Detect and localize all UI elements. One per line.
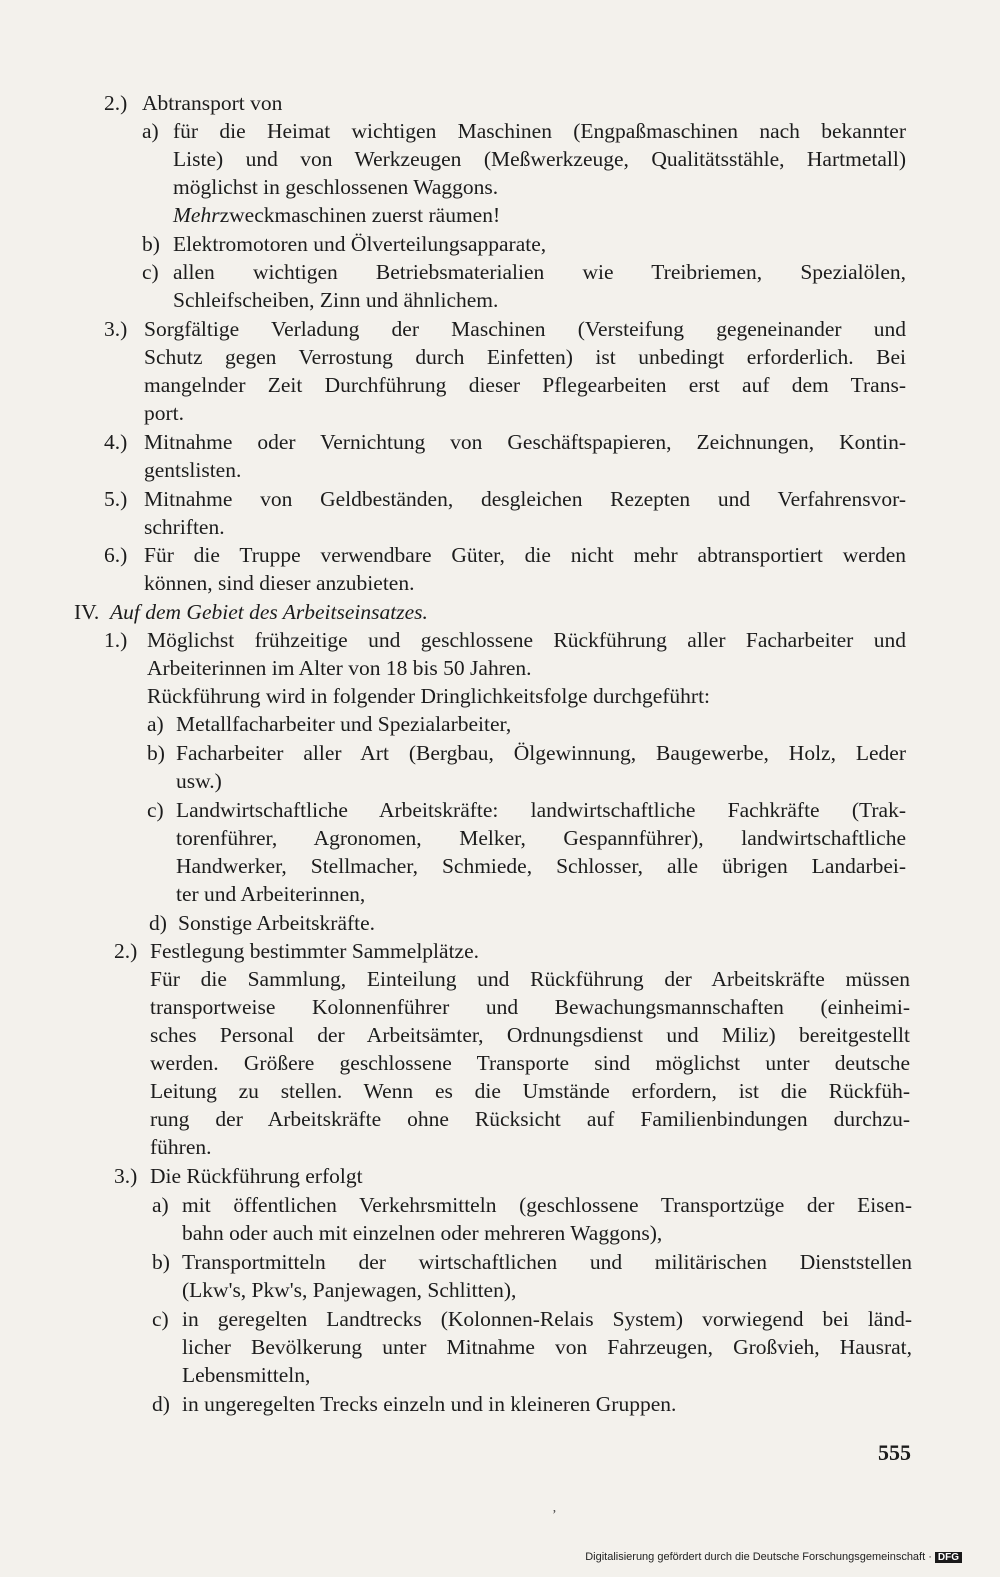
text-line: Für die Sammlung, Einteilung und Rückführung der Arbeitskräfte müssen xyxy=(150,967,910,991)
page-number: 555 xyxy=(878,1440,911,1465)
text-line: Transportmitteln der wirtschaftlichen und militärischen Dienststellen xyxy=(182,1250,912,1274)
text-line: in geregelten Landtrecks (Kolonnen-Relais System) vorwiegend bei länd- xyxy=(182,1307,912,1331)
text-line: Für die Truppe verwendbare Güter, die nicht mehr abtransportiert werden xyxy=(144,543,906,567)
item-letter: c) xyxy=(152,1307,169,1331)
text-line: schriften. xyxy=(144,515,225,539)
item-number: 5.) xyxy=(104,487,128,511)
text-line: (Lkw's, Pkw's, Panjewagen, Schlitten), xyxy=(182,1278,517,1302)
item-letter: a) xyxy=(152,1193,169,1217)
text-line: für die Heimat wichtigen Maschinen (Engpaßmaschinen nach bekannter xyxy=(173,119,906,143)
text-line: Lebensmitteln, xyxy=(182,1363,311,1387)
footer-text: Digitalisierung gefördert durch die Deutsche Forschungsgemeinschaft · xyxy=(585,1551,932,1563)
text-line: gentslisten. xyxy=(144,458,242,482)
text-line: sches Personal der Arbeitsämter, Ordnungsdienst und Miliz) bereitgestellt xyxy=(150,1023,910,1047)
text-line: Facharbeiter aller Art (Bergbau, Ölgewinnung, Baugewerbe, Holz, Leder xyxy=(176,741,906,765)
text-line: Liste) und von Werkzeugen (Meßwerkzeuge, Qualitätsstähle, Hartmetall) xyxy=(173,147,906,171)
text-line: torenführer, Agronomen, Melker, Gespannführer), landwirtschaftliche xyxy=(176,826,906,850)
text-line: Möglichst frühzeitige und geschlossene Rückführung aller Facharbeiter und xyxy=(147,628,906,652)
text-line: rung der Arbeitskräfte ohne Rücksicht auf Familienbindungen durchzu- xyxy=(150,1107,910,1131)
section-number: IV. xyxy=(74,600,100,624)
item-letter: a) xyxy=(142,119,159,143)
item-letter: b) xyxy=(152,1250,170,1274)
text-line: Rückführung wird in folgender Dringlichkeitsfolge durchgeführt: xyxy=(147,684,711,708)
item-letter: a) xyxy=(147,712,164,736)
item-number: 4.) xyxy=(104,430,128,454)
text-line: transportweise Kolonnenführer und Bewachungsmannschaften (einheimi- xyxy=(150,995,910,1019)
text-line: Festlegung bestimmter Sammelplätze. xyxy=(150,939,479,963)
text-fragment: zweckmaschinen zuerst räumen! xyxy=(219,203,501,227)
text-line: allen wichtigen Betriebsmaterialien wie Treibriemen, Spezialölen, xyxy=(173,260,906,284)
text-line: bahn oder auch mit einzelnen oder mehreren Waggons), xyxy=(182,1221,663,1245)
text-line: ter und Arbeiterinnen, xyxy=(176,882,366,906)
text-line: Metallfacharbeiter und Spezialarbeiter, xyxy=(176,712,512,736)
item-letter: d) xyxy=(152,1392,170,1416)
text-line: führen. xyxy=(150,1135,212,1159)
text-line: Leitung zu stellen. Wenn es die Umstände erfordern, ist die Rückfüh- xyxy=(150,1079,910,1103)
item-number: 6.) xyxy=(104,543,128,567)
dfg-logo: DFG xyxy=(935,1552,962,1563)
text-line: Mitnahme oder Vernichtung von Geschäftspapieren, Zeichnungen, Kontin- xyxy=(144,430,906,454)
item-letter: b) xyxy=(142,232,160,256)
text-line: Abtransport von xyxy=(142,91,283,115)
item-letter: c) xyxy=(142,260,159,284)
item-letter: d) xyxy=(149,911,167,935)
text-line: usw.) xyxy=(176,769,222,793)
item-number: 2.) xyxy=(104,91,128,115)
emphasis-text: Mehr xyxy=(173,203,220,227)
text-line: werden. Größere geschlossene Transporte sind möglichst unter deutsche xyxy=(150,1051,910,1075)
digitization-footer xyxy=(585,1551,962,1563)
text-line: Handwerker, Stellmacher, Schmiede, Schlosser, alle übrigen Landarbei- xyxy=(176,854,906,878)
text-line: Sorgfältige Verladung der Maschinen (Versteifung gegeneinander und xyxy=(144,317,906,341)
text-line: licher Bevölkerung unter Mitnahme von Fahrzeugen, Großvieh, Hausrat, xyxy=(182,1335,912,1359)
item-number: 1.) xyxy=(104,628,128,652)
text-line: mit öffentlichen Verkehrsmitteln (geschlossene Transportzüge der Eisen- xyxy=(182,1193,912,1217)
text-line: port. xyxy=(144,401,185,425)
text-line: Elektromotoren und Ölverteilungsapparate, xyxy=(173,232,547,256)
item-number: 3.) xyxy=(114,1164,138,1188)
item-letter: c) xyxy=(147,798,164,822)
item-letter: b) xyxy=(147,741,165,765)
text-line: in ungeregelten Trecks einzeln und in kleineren Gruppen. xyxy=(182,1392,677,1416)
text-line: Die Rückführung erfolgt xyxy=(150,1164,363,1188)
text-line xyxy=(173,201,500,229)
text-line: Sonstige Arbeitskräfte. xyxy=(178,911,376,935)
text-line: Landwirtschaftliche Arbeitskräfte: landwirtschaftliche Fachkräfte (Trak- xyxy=(176,798,906,822)
text-line: können, sind dieser anzubieten. xyxy=(144,571,415,595)
text-line: Mitnahme von Geldbeständen, desgleichen Rezepten und Verfahrensvor- xyxy=(144,487,906,511)
text-line: Arbeiterinnen im Alter von 18 bis 50 Jahren. xyxy=(147,656,532,680)
page-mark: ʼ xyxy=(552,1508,557,1523)
text-line: möglichst in geschlossenen Waggons. xyxy=(173,175,499,199)
item-number: 3.) xyxy=(104,317,128,341)
section-heading: Auf dem Gebiet des Arbeitseinsatzes. xyxy=(110,600,428,624)
text-line: Schutz gegen Verrostung durch Einfetten) ist unbedingt erforderlich. Bei xyxy=(144,345,906,369)
text-line: mangelnder Zeit Durchführung dieser Pflegearbeiten erst auf dem Trans- xyxy=(144,373,906,397)
text-line: Schleifscheiben, Zinn und ähnlichem. xyxy=(173,288,499,312)
item-number: 2.) xyxy=(114,939,138,963)
